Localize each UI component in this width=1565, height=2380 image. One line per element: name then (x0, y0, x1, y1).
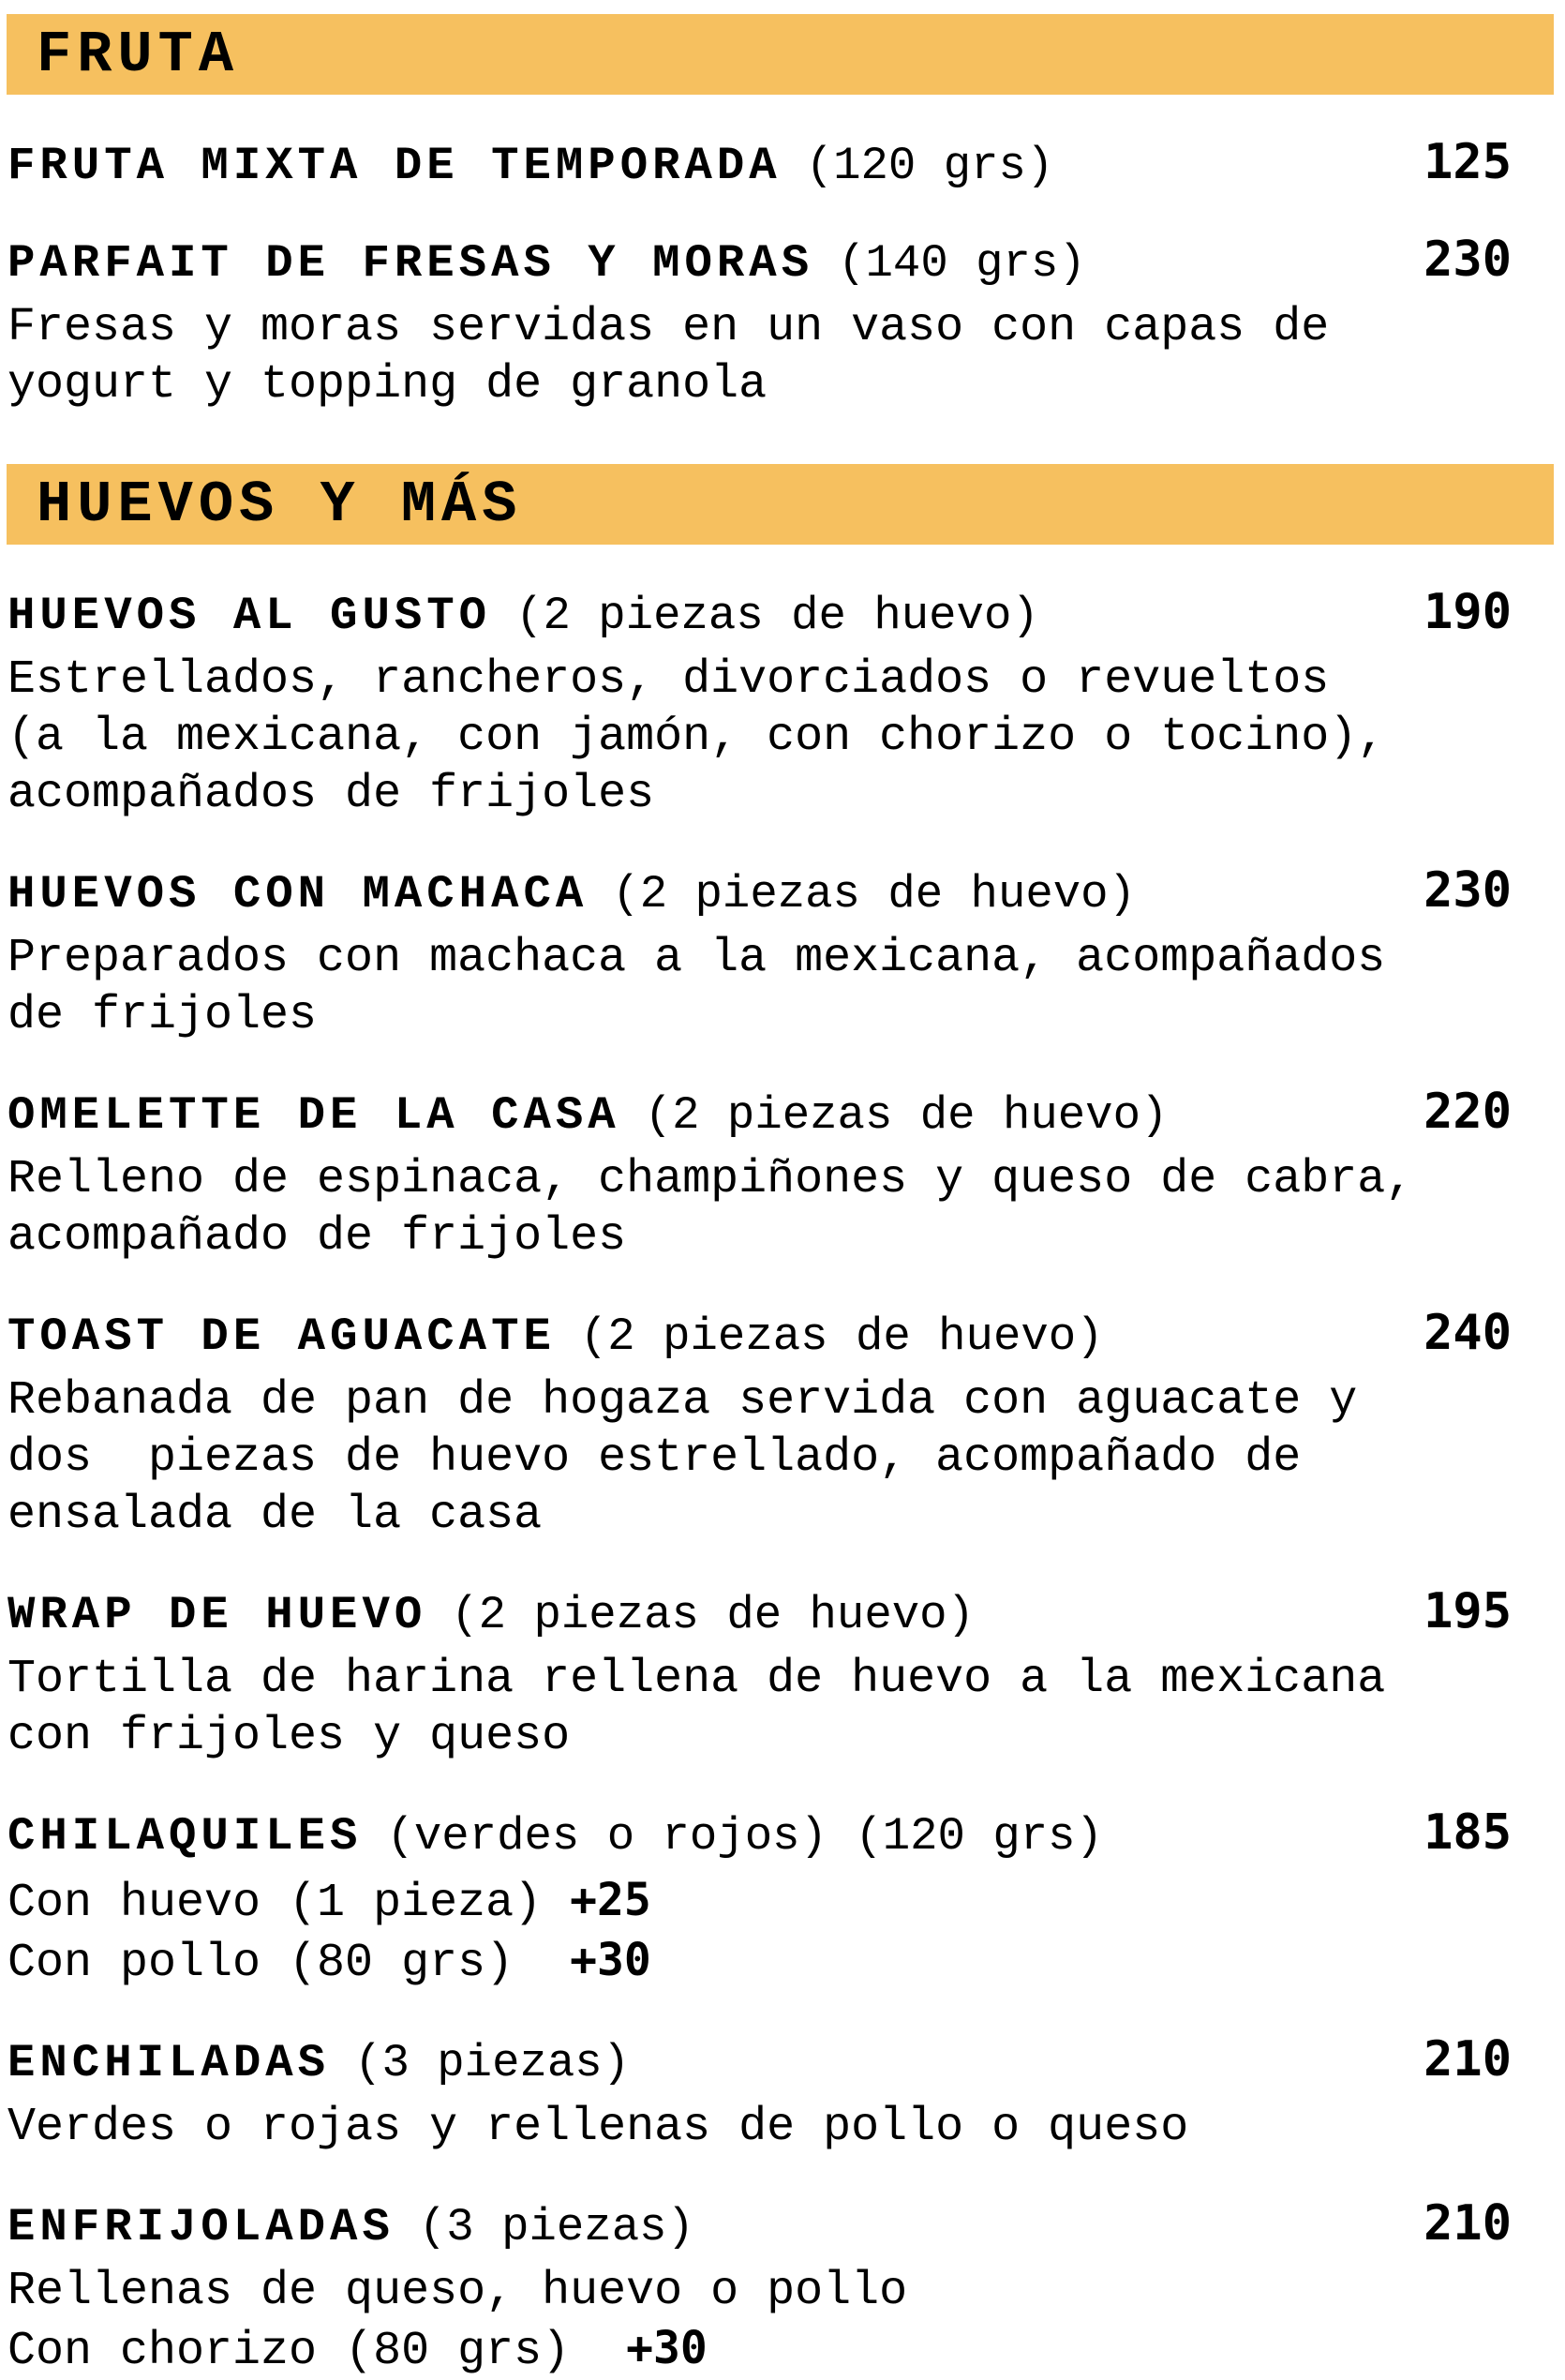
section-title: FRUTA (37, 21, 240, 88)
item-price: 185 (1423, 1804, 1512, 1861)
item-header (7, 2195, 1512, 2253)
menu-section (0, 464, 1565, 2380)
item-price: 210 (1423, 2195, 1512, 2252)
addon-price: +25 (570, 1874, 651, 1926)
section-body (0, 584, 1565, 2380)
item-header (7, 862, 1512, 921)
item-header (7, 1305, 1512, 1363)
section-header-bar (7, 464, 1554, 545)
menu-item (7, 2031, 1512, 2156)
item-description-line: de frijoles (7, 989, 318, 1042)
item-name: TOAST DE AGUACATE (7, 1310, 556, 1363)
menu-item (7, 232, 1512, 413)
item-price: 195 (1423, 1583, 1512, 1639)
menu-item (7, 862, 1512, 1044)
item-description-line: Preparados con machaca a la mexicana, acompañados (7, 932, 1386, 985)
menu-item (7, 134, 1512, 192)
item-price: 230 (1423, 232, 1512, 288)
item-details (7, 2263, 1512, 2380)
menu-item (7, 1583, 1512, 1765)
menu-item (7, 1305, 1512, 1544)
item-description-line: Rellenas de queso, huevo o pollo (7, 2265, 908, 2318)
item-portion: (3 piezas) (418, 2201, 694, 2253)
item-description-line: ensalada de la casa (7, 1489, 543, 1542)
section-header-bar (7, 14, 1554, 95)
addon-price: +30 (570, 1934, 651, 1986)
item-description-line: con frijoles y queso (7, 1710, 571, 1763)
item-portion: (2 piezas de huevo) (451, 1589, 975, 1641)
item-description-line: dos piezas de huevo estrellado, acompañado de (7, 1431, 1302, 1485)
addon-label: Con huevo (1 pieza) (7, 1877, 571, 1930)
menu-item (7, 1804, 1512, 1992)
item-portion: (3 piezas) (354, 2037, 631, 2089)
item-portion: (2 piezas de huevo) (612, 868, 1136, 921)
item-portion: (120 grs) (805, 140, 1054, 192)
item-description-line: (a la mexicana, con jamón, con chorizo o tocino), (7, 711, 1386, 764)
addon-label: Con pollo (80 grs) (7, 1937, 571, 1990)
item-description-line: acompañados de frijoles (7, 768, 655, 821)
menu-item (7, 2195, 1512, 2380)
item-header (7, 584, 1512, 642)
item-price: 230 (1423, 862, 1512, 919)
item-name: ENFRIJOLADAS (7, 2201, 395, 2253)
item-price: 210 (1423, 2031, 1512, 2088)
item-name: WRAP DE HUEVO (7, 1589, 427, 1641)
item-price: 220 (1423, 1084, 1512, 1140)
item-header (7, 134, 1512, 192)
item-details (7, 1151, 1512, 1265)
item-header (7, 1804, 1512, 1863)
item-header (7, 232, 1512, 290)
section-body (0, 134, 1565, 413)
item-details (7, 930, 1512, 1044)
item-name: OMELETTE DE LA CASA (7, 1089, 620, 1142)
item-portion: (2 piezas de huevo) (579, 1310, 1104, 1363)
item-portion: (140 grs) (838, 237, 1086, 290)
item-addon-line (7, 2320, 1512, 2380)
item-description-line: acompañado de frijoles (7, 1210, 627, 1264)
item-details (7, 1372, 1512, 1544)
item-price: 125 (1423, 134, 1512, 190)
item-portion: (2 piezas de huevo) (644, 1089, 1169, 1142)
item-header (7, 1583, 1512, 1641)
addon-price: +30 (626, 2322, 708, 2374)
item-description-line: Tortilla de harina rellena de huevo a la mexicana (7, 1653, 1386, 1706)
section-title: HUEVOS Y MÁS (37, 471, 523, 538)
menu-item (7, 1084, 1512, 1265)
item-name: HUEVOS AL GUSTO (7, 590, 492, 642)
item-addon-line (7, 1932, 1512, 1992)
item-name: FRUTA MIXTA DE TEMPORADA (7, 140, 782, 192)
item-details (7, 651, 1512, 823)
item-price: 240 (1423, 1305, 1512, 1361)
item-details (7, 1872, 1512, 1992)
item-details (7, 2099, 1512, 2156)
item-description-line: Estrellados, rancheros, divorciados o revueltos (7, 653, 1330, 707)
menu-section (0, 14, 1565, 413)
menu-item (7, 584, 1512, 823)
item-details (7, 299, 1512, 413)
item-description-line: yogurt y topping de granola (7, 358, 768, 412)
item-portion: (2 piezas de huevo) (515, 590, 1039, 642)
addon-label: Con chorizo (80 grs) (7, 2325, 627, 2378)
item-description-line: Fresas y moras servidas en un vaso con capas de (7, 301, 1330, 354)
item-details (7, 1651, 1512, 1765)
item-description-line: Rebanada de pan de hogaza servida con aguacate y (7, 1374, 1358, 1428)
item-price: 190 (1423, 584, 1512, 640)
item-header (7, 2031, 1512, 2089)
item-header (7, 1084, 1512, 1142)
item-description-line: Verdes o rojas y rellenas de pollo o queso (7, 2101, 1189, 2154)
item-description-line: Relleno de espinaca, champiñones y queso de cabra, (7, 1153, 1414, 1206)
item-addon-line (7, 1872, 1512, 1932)
item-name: ENCHILADAS (7, 2037, 331, 2089)
item-portion: (verdes o rojos) (120 grs) (386, 1810, 1103, 1863)
item-name: CHILAQUILES (7, 1810, 363, 1863)
item-name: PARFAIT DE FRESAS Y MORAS (7, 237, 814, 290)
item-name: HUEVOS CON MACHACA (7, 868, 589, 921)
